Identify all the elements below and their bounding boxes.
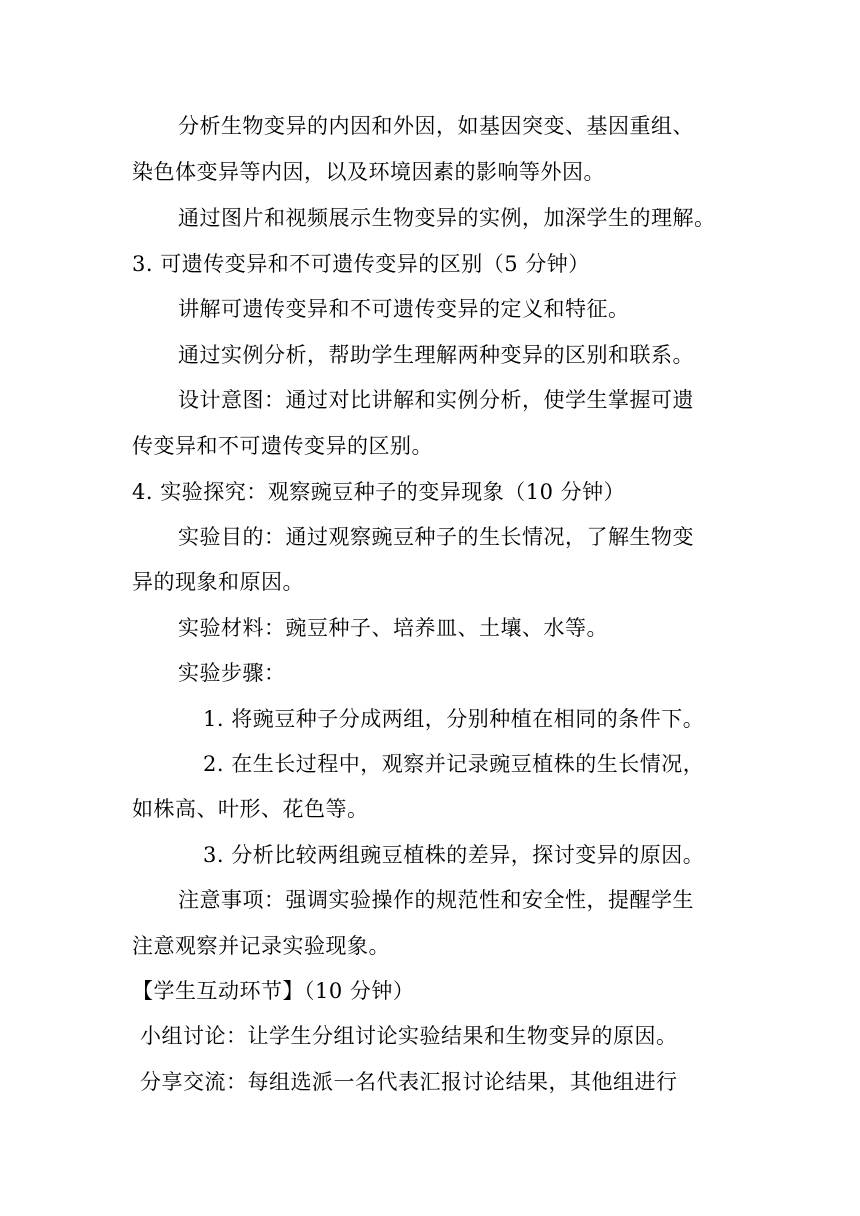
paragraph-line: 如株高、叶形、花色等。	[132, 797, 369, 821]
paragraph-line: 异的现象和原因。	[132, 570, 304, 594]
paragraph-line: 注意观察并记录实验现象。	[132, 934, 390, 958]
paragraph-line: 设计意图：通过对比讲解和实例分析，使学生掌握可遗	[178, 388, 694, 412]
paragraph-line: 实验步骤：	[178, 661, 286, 685]
paragraph-line: 注意事项：强调实验操作的规范性和安全性，提醒学生	[178, 888, 694, 912]
paragraph-line: 染色体变异等内因，以及环境因素的影响等外因。	[132, 160, 605, 184]
paragraph-line: 实验目的：通过观察豌豆种子的生长情况，了解生物变	[178, 525, 694, 549]
section-heading: 4. 实验探究：观察豌豆种子的变异现象（10 分钟）	[132, 480, 626, 504]
paragraph-line: 传变异和不可遗传变异的区别。	[132, 434, 433, 458]
paragraph-line: 分享交流：每组选派一名代表汇报讨论结果，其他组进行	[140, 1070, 678, 1094]
paragraph-line: 讲解可遗传变异和不可遗传变异的定义和特征。	[178, 297, 630, 321]
step-item: 2. 在生长过程中，观察并记录豌豆植株的生长情况，	[203, 752, 705, 776]
paragraph-line: 实验材料：豌豆种子、培养皿、土壤、水等。	[178, 616, 608, 640]
paragraph-line: 小组讨论：让学生分组讨论实验结果和生物变异的原因。	[140, 1024, 678, 1048]
section-heading: 3. 可遗传变异和不可遗传变异的区别（5 分钟）	[132, 252, 590, 276]
paragraph-line: 分析生物变异的内因和外因，如基因突变、基因重组、	[178, 114, 694, 138]
paragraph-line: 通过图片和视频展示生物变异的实例，加深学生的理解。	[178, 206, 716, 230]
paragraph-line: 通过实例分析，帮助学生理解两种变异的区别和联系。	[178, 343, 694, 367]
step-item: 1. 将豌豆种子分成两组，分别种植在相同的条件下。	[203, 707, 705, 731]
step-item: 3. 分析比较两组豌豆植株的差异，探讨变异的原因。	[203, 843, 705, 867]
section-heading: 【学生互动环节】（10 分钟）	[132, 979, 415, 1003]
